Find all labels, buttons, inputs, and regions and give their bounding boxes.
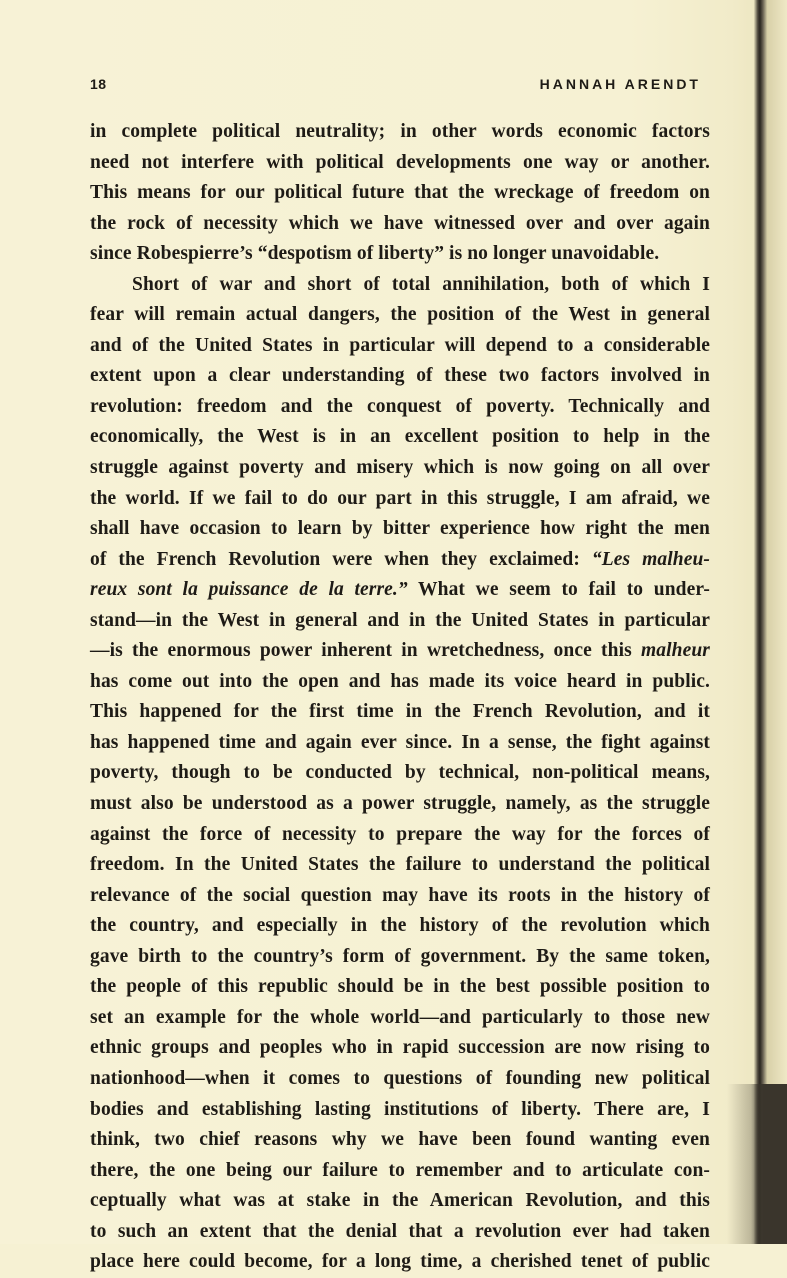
text-line: to such an extent that the denial that a revolution ever had taken (90, 1220, 710, 1242)
text-line: think, two chief reasons why we have been found wanting even (90, 1129, 710, 1151)
text-line: since Robespierre’s “despotism of liberty” is no longer unavoidable. (90, 243, 660, 265)
text-line: ethnic groups and peoples who in rapid succession are now rising to (90, 1037, 710, 1059)
text-line: struggle against poverty and misery which is now going on all over (90, 457, 710, 479)
text-line: has come out into the open and has made its voice heard in public. (90, 670, 710, 692)
text-line: the country, and especially in the history of the revolution which (90, 915, 710, 937)
page-spine-edge (735, 0, 787, 1244)
text-line: fear will remain actual dangers, the position of the West in general (90, 304, 710, 326)
text-line: in complete political neutrality; in other words economic factors (90, 121, 710, 142)
running-title: HANNAH ARENDT (539, 76, 701, 92)
text-line: relevance of the social question may have its roots in the history of (90, 884, 710, 906)
running-head (90, 76, 701, 100)
italic-phrase: malheur (641, 640, 710, 662)
text-line: gave birth to the country’s form of government. By the same token, (90, 945, 710, 967)
text-line: and of the United States in particular will depend to a considerable (90, 334, 710, 356)
text-line: shall have occasion to learn by bitter experience how right the men (90, 518, 710, 540)
text-line: freedom. In the United States the failure to understand the political (90, 854, 710, 876)
text-line: has happened time and again ever since. In a sense, the fight against (90, 731, 710, 753)
text-line: must also be understood as a power struggle, namely, as the struggle (90, 793, 710, 815)
text-line: ceptually what was at stake in the American Revolution, and this (90, 1190, 710, 1212)
text-line: reux sont la puissance de la terre.” What we seem to fail to under- (90, 579, 711, 601)
text-line: stand—in the West in general and in the United States in particular (90, 609, 710, 631)
text-line: there, the one being our failure to remember and to articulate con- (90, 1159, 710, 1181)
text-line: the world. If we fail to do our part in this struggle, I am afraid, we (90, 487, 710, 509)
text-line: the people of this republic should be in the best possible position to (90, 976, 710, 998)
italic-phrase: reux sont la puissance de la terre.” (90, 579, 408, 601)
body-text (90, 117, 710, 1278)
text-line: need not interfere with political developments one way or another. (90, 151, 710, 173)
text-line: place here could become, for a long time, a cherished tenet of public (90, 1251, 710, 1273)
text-line: This happened for the first time in the French Revolution, and it (90, 701, 710, 723)
text-line: economically, the West is in an excellent position to help in the (90, 426, 710, 448)
text-line: against the force of necessity to prepare the way for the forces of (90, 823, 710, 845)
text-line: revolution: freedom and the conquest of poverty. Technically and (90, 395, 710, 417)
text-line: bodies and establishing lasting institutions of liberty. There are, I (90, 1098, 710, 1120)
text-line: the rock of necessity which we have witnessed over and over again (90, 212, 710, 234)
text-line: extent upon a clear understanding of these two factors involved in (90, 365, 710, 387)
page-spine-shadow (727, 1084, 787, 1244)
text-line: set an example for the whole world—and particularly to those new (90, 1006, 710, 1028)
text-line: nationhood—when it comes to questions of founding new political (90, 1067, 710, 1089)
text-line: poverty, though to be conducted by technical, non-political means, (90, 762, 710, 784)
text-line: of the French Revolution were when they exclaimed: “Les malheu- (90, 548, 710, 570)
italic-phrase: “Les malheu- (591, 548, 710, 570)
text-line: —is the enormous power inherent in wretchedness, once this malheur (90, 640, 710, 662)
text-line: This means for our political future that the wreckage of freedom on (90, 182, 710, 204)
page-number: 18 (90, 76, 107, 92)
paragraph-start-line: Short of war and short of total annihilation, both of which I (132, 273, 710, 295)
